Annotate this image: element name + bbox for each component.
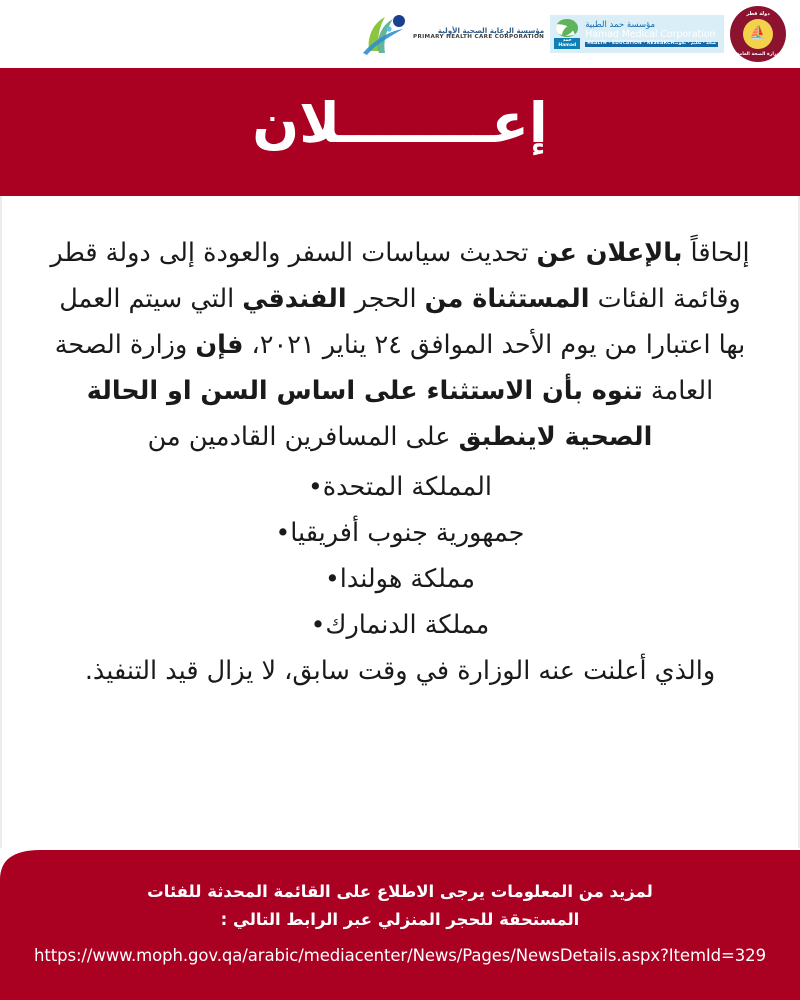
hmc-badge-label-ar: حمد <box>554 38 580 44</box>
moph-seal-icon <box>730 6 786 62</box>
hmc-badge-label-en: Hamad <box>554 43 580 49</box>
bullet-icon: • <box>275 518 291 547</box>
moph-logo <box>730 6 786 62</box>
plain-text: الحجر <box>346 284 425 314</box>
emphasis-text: الفندقي <box>242 284 347 314</box>
plain-text: تحديث سياسات السفر والعودة إلى دولة قطر وقائمة الفئات <box>50 238 741 314</box>
hmc-name-ar: مؤسسة حمد الطبية <box>585 19 656 30</box>
plain-text: وزارة الصحة العامة <box>54 330 714 406</box>
news-details-url[interactable]: https://www.moph.gov.qa/arabic/mediacenter/News/Pages/NewsDetails.aspx?ItemId=329 <box>34 946 766 965</box>
emphasis-text: المستثناة من <box>424 284 590 314</box>
footer-content <box>0 878 800 965</box>
hmc-leaf-icon <box>556 19 578 37</box>
country-name: مملكة الدنمارك <box>325 610 490 640</box>
list-item <box>46 464 754 510</box>
hmc-tagline <box>585 42 718 48</box>
emphasis-text: فإن <box>195 330 244 360</box>
hmc-tagline-en: HEALTH · EDUCATION · RESEARCH <box>587 41 675 47</box>
moph-ring-bottom-text: وزارة الصحة العامة <box>736 52 780 57</box>
phcc-name-ar: مؤسسة الرعاية الصحية الأولية <box>437 25 545 35</box>
emphasis-text: تنوه بأن الاستثناء على اساس السن او الحالة الصحية لاينطبق <box>86 376 653 452</box>
logo-row <box>345 0 800 68</box>
page-title: إعــــــــلان <box>252 91 548 155</box>
phcc-swoosh-icon <box>359 11 411 57</box>
list-item <box>46 602 754 648</box>
title-container <box>0 91 800 155</box>
paragraph-1 <box>46 230 754 460</box>
announcement-body <box>0 196 800 848</box>
plain-text: على المسافرين القادمين من <box>147 422 459 452</box>
hmc-logo <box>550 15 724 53</box>
country-name: جمهورية جنوب أفريقيا <box>290 518 525 548</box>
moph-ring-top-text: دولة قطر <box>746 11 770 17</box>
bullet-icon: • <box>310 610 326 639</box>
hmc-badge <box>554 19 580 49</box>
list-item <box>46 556 754 602</box>
dhow-icon: ⛵ <box>749 25 767 41</box>
footer-red-band <box>0 848 800 1000</box>
paragraph-2: والذي أعلنت عنه الوزارة في وقت سابق، لا يزال قيد التنفيذ. <box>84 656 716 686</box>
hmc-name-en: Hamad Medical Corporation <box>585 29 716 41</box>
footer-note-line-2: المستحقة للحجر المنزلي عبر الرابط التالي : <box>220 910 580 929</box>
footer-note-line-1: لمزيد من المعلومات يرجى الاطلاع على القائمة المحدثة للفئات <box>147 882 653 901</box>
phcc-logo <box>359 11 544 57</box>
phcc-name-en: PRIMARY HEALTH CARE CORPORATION <box>413 34 545 41</box>
emphasis-text: بالإعلان عن <box>536 238 683 268</box>
list-item <box>46 510 754 556</box>
hmc-wordmark <box>585 21 718 48</box>
plain-text: التي سيتم العمل بها اعتبارا من يوم الأحد الموافق ٢٤ يناير ٢٠٢١، <box>59 284 746 360</box>
moph-emblem-center <box>743 19 773 49</box>
logo-strip <box>0 0 800 68</box>
plain-text: إلحاقاً <box>682 238 750 268</box>
excluded-countries-list <box>46 464 754 648</box>
bullet-icon: • <box>324 564 340 593</box>
bullet-icon: • <box>308 472 323 501</box>
hmc-tagline-ar: صحة · تعليم · بحوث <box>674 41 716 47</box>
phcc-wordmark <box>413 27 544 41</box>
country-name: المملكة المتحدة <box>322 472 492 502</box>
country-name: مملكة هولندا <box>339 564 475 594</box>
